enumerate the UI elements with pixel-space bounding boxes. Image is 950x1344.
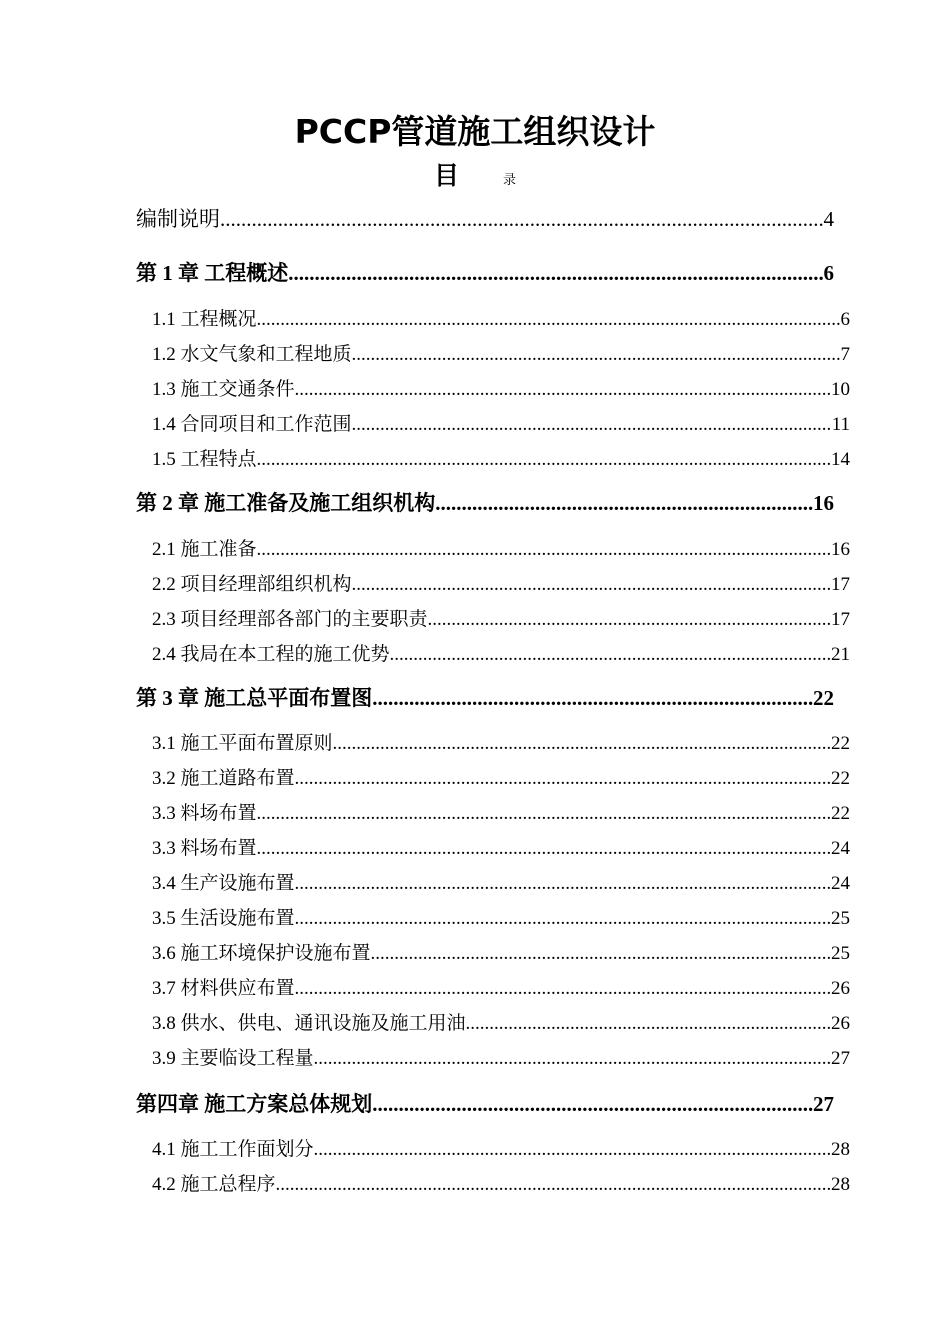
toc-page-number: 22	[813, 686, 834, 710]
toc-page-number: 16	[831, 539, 850, 560]
toc-page-number: 22	[831, 803, 850, 824]
toc-dot-leader	[428, 606, 831, 634]
toc-dot-leader	[295, 905, 831, 933]
toc-chapter-entry[interactable]	[136, 258, 834, 288]
toc-dot-leader	[257, 446, 831, 474]
toc-section-entry[interactable]	[152, 1045, 850, 1073]
toc-entry-label: 4.1 施工工作面划分	[152, 1139, 314, 1160]
toc-entry-label: 4.2 施工总程序	[152, 1174, 276, 1195]
toc-page-number: 14	[831, 449, 850, 470]
toc-page-number: 26	[831, 978, 850, 999]
toc-entry-label: 3.9 主要临设工程量	[152, 1048, 314, 1069]
toc-section-entry[interactable]	[152, 940, 850, 968]
toc-dot-leader	[295, 975, 831, 1003]
toc-dot-leader	[276, 1171, 831, 1199]
toc-heading-char-1: 目	[433, 161, 459, 190]
toc-section-entry[interactable]	[152, 1171, 850, 1199]
toc-entry-label: 3.4 生产设施布置	[152, 873, 295, 894]
toc-entry[interactable]	[136, 204, 834, 234]
toc-chapter-entry[interactable]	[136, 488, 834, 518]
toc-dot-leader	[257, 306, 841, 334]
document-title: PCCP管道施工组织设计	[294, 112, 656, 151]
toc-section-entry[interactable]	[152, 571, 850, 599]
toc-page-number: 10	[831, 379, 850, 400]
toc-entry-label: 2.1 施工准备	[152, 539, 257, 560]
toc-dot-leader	[372, 683, 813, 713]
toc-page-number: 22	[831, 768, 850, 789]
toc-section-entry[interactable]	[152, 870, 850, 898]
toc-section-entry[interactable]	[152, 606, 850, 634]
toc-dot-leader	[352, 411, 832, 439]
toc-dot-leader	[295, 376, 831, 404]
toc-heading-char-2: 录	[503, 173, 517, 188]
toc-entry-label: 2.3 项目经理部各部门的主要职责	[152, 609, 428, 630]
toc-page-number: 21	[831, 644, 850, 665]
toc-entry-label: 2.2 项目经理部组织机构	[152, 574, 352, 595]
toc-entry-label: 1.4 合同项目和工作范围	[152, 414, 352, 435]
toc-page-number: 6	[840, 309, 850, 330]
toc-dot-leader	[314, 1136, 831, 1164]
toc-section-entry[interactable]	[152, 536, 850, 564]
toc-section-entry[interactable]	[152, 641, 850, 669]
toc-dot-leader	[257, 536, 831, 564]
toc-entry-label: 3.8 供水、供电、通讯设施及施工用油	[152, 1013, 466, 1034]
toc-page-number: 26	[831, 1013, 850, 1034]
toc-entry-label: 第 1 章 工程概述	[136, 261, 289, 285]
toc-page-number: 24	[831, 838, 850, 859]
toc-page-number: 17	[831, 609, 850, 630]
toc-page-number: 28	[831, 1139, 850, 1160]
toc-page-number: 28	[831, 1174, 850, 1195]
toc-page-number: 25	[831, 943, 850, 964]
toc-dot-leader	[352, 341, 841, 369]
toc-section-entry[interactable]	[152, 730, 850, 758]
toc-chapter-entry[interactable]	[136, 1089, 834, 1119]
toc-dot-leader	[371, 940, 831, 968]
toc-page-number: 25	[831, 908, 850, 929]
toc-section-entry[interactable]	[152, 341, 850, 369]
toc-entry-label: 1.3 施工交通条件	[152, 379, 295, 400]
toc-dot-leader	[352, 571, 831, 599]
toc-entry-label: 3.3 料场布置	[152, 803, 257, 824]
toc-entry-label: 1.2 水文气象和工程地质	[152, 344, 352, 365]
toc-dot-leader	[295, 870, 831, 898]
toc-section-entry[interactable]	[152, 975, 850, 1003]
toc-entry-label: 3.7 材料供应布置	[152, 978, 295, 999]
toc-entry-label: 3.1 施工平面布置原则	[152, 733, 333, 754]
toc-entry-label: 1.5 工程特点	[152, 449, 257, 470]
toc-section-entry[interactable]	[152, 306, 850, 334]
toc-section-entry[interactable]	[152, 1010, 850, 1038]
toc-section-entry[interactable]	[152, 905, 850, 933]
toc-page-number: 22	[831, 733, 850, 754]
toc-entry-label: 1.1 工程概况	[152, 309, 257, 330]
toc-dot-leader	[220, 204, 824, 234]
toc-section-entry[interactable]	[152, 376, 850, 404]
toc-dot-leader	[295, 765, 831, 793]
toc-entry-label: 3.6 施工环境保护设施布置	[152, 943, 371, 964]
toc-entry-label: 2.4 我局在本工程的施工优势	[152, 644, 390, 665]
toc-page-number: 4	[823, 207, 834, 231]
toc-page-number: 27	[831, 1048, 850, 1069]
toc-dot-leader	[257, 800, 831, 828]
toc-entry-label: 编制说明	[136, 207, 220, 231]
toc-dot-leader	[390, 641, 831, 669]
toc-dot-leader	[333, 730, 831, 758]
toc-entry-label: 3.3 料场布置	[152, 838, 257, 859]
toc-page-number: 6	[823, 261, 834, 285]
toc-section-entry[interactable]	[152, 411, 850, 439]
toc-entry-label: 第四章 施工方案总体规划	[136, 1092, 373, 1116]
toc-page-number: 17	[831, 574, 850, 595]
toc-page-number: 7	[840, 344, 850, 365]
toc-chapter-entry[interactable]	[136, 683, 834, 713]
toc-section-entry[interactable]	[152, 835, 850, 863]
toc-section-entry[interactable]	[152, 765, 850, 793]
toc-section-entry[interactable]	[152, 1136, 850, 1164]
toc-entry-label: 第 2 章 施工准备及施工组织机构	[136, 491, 436, 515]
toc-page-number: 24	[831, 873, 850, 894]
toc-dot-leader	[466, 1010, 831, 1038]
toc-section-entry[interactable]	[152, 800, 850, 828]
toc-page-number: 11	[831, 414, 850, 435]
toc-page-number: 16	[813, 491, 834, 515]
toc-section-entry[interactable]	[152, 446, 850, 474]
toc-heading	[0, 156, 950, 192]
toc-entry-label: 3.2 施工道路布置	[152, 768, 295, 789]
toc-dot-leader	[372, 1089, 813, 1119]
toc-dot-leader	[288, 258, 823, 288]
toc-dot-leader	[257, 835, 831, 863]
toc-entry-label: 3.5 生活设施布置	[152, 908, 295, 929]
toc-page-number: 27	[813, 1092, 834, 1116]
toc-dot-leader	[435, 488, 813, 518]
toc-entry-label: 第 3 章 施工总平面布置图	[136, 686, 373, 710]
toc-dot-leader	[314, 1045, 831, 1073]
